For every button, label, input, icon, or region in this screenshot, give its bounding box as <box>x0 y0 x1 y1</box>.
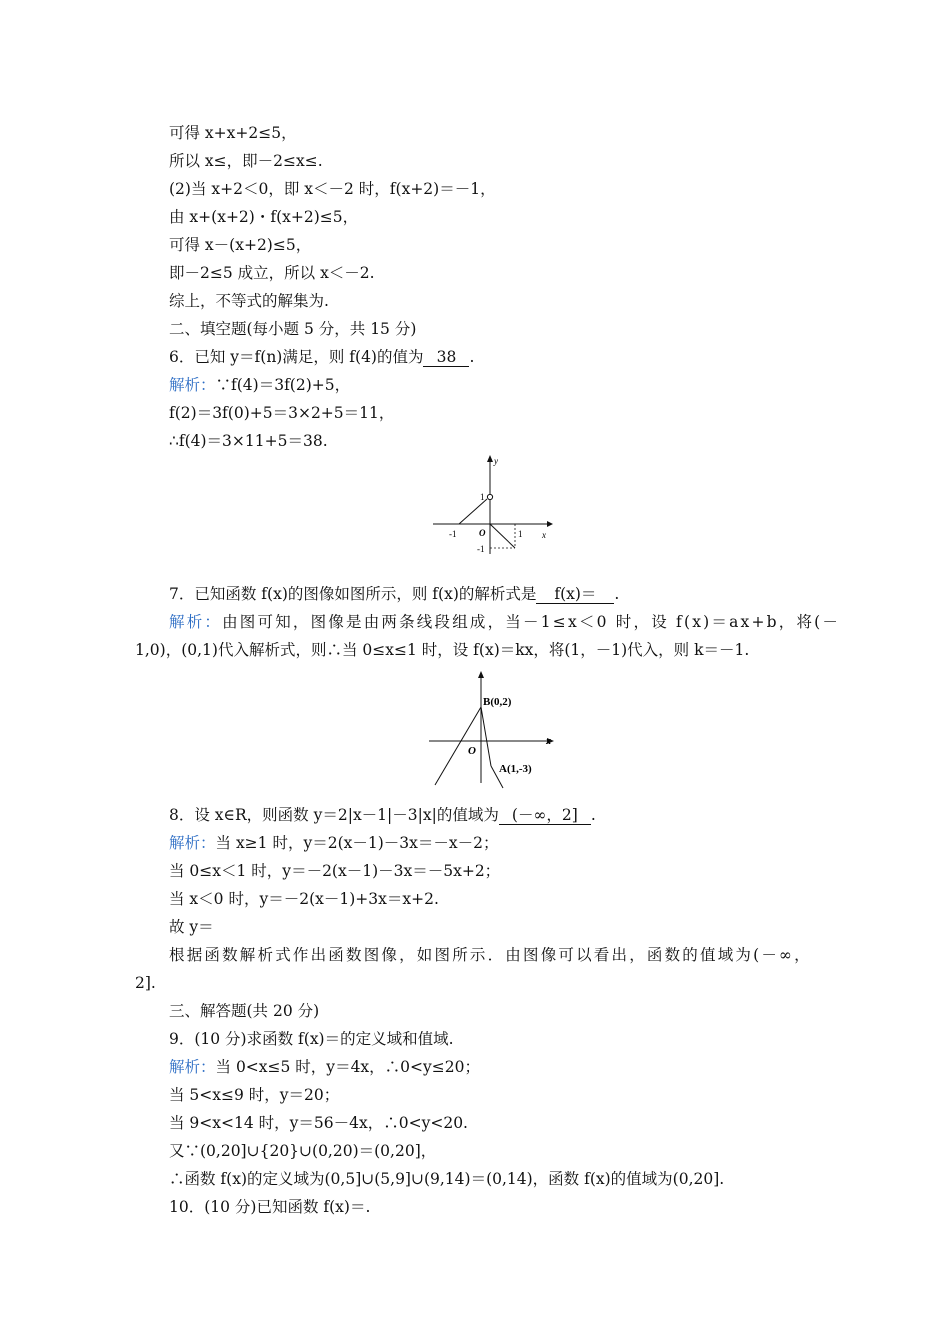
fig1-y-label: y <box>494 456 498 466</box>
q8-sol-line-4: 故 y＝ <box>169 918 214 936</box>
fig1-tick-x1: 1 <box>518 529 523 539</box>
fig1-tick-ym1: -1 <box>477 544 485 554</box>
q6-analysis-label: 解析： <box>169 376 216 394</box>
q7-answer-blank: f(x)＝ <box>536 585 614 604</box>
q6-stem-line <box>169 347 474 367</box>
q7-end: . <box>614 585 620 603</box>
q8-analysis-label: 解析： <box>169 834 216 852</box>
q7-stem: 7．已知函数 f(x)的图像如图所示，则 f(x)的解析式是 <box>169 585 537 603</box>
q6-sol-1: ∵f(4)＝3f(2)+5， <box>215 376 351 394</box>
y-axis-arrow <box>478 671 484 678</box>
q9-sol-1: 当 0<x≤5 时，y＝4x，∴0<y≤20； <box>215 1058 480 1076</box>
q9-sol-line-5: ∴函数 f(x)的定义域为(0,5]∪(5,9]∪(9,14)＝(0,14)，函数 f(x)的值域为(0,20]. <box>169 1170 725 1188</box>
q6-end: . <box>469 348 475 366</box>
q8-sol-line-6: 2]. <box>135 974 156 992</box>
sol5-line-1: 可得 x+x+2≤5， <box>169 124 297 142</box>
q7-analysis-label: 解析： <box>169 613 223 631</box>
q6-sol-line-1 <box>169 375 350 395</box>
sol5-line-5: 可得 x－(x+2)≤5， <box>169 236 312 254</box>
section-heading-fill-in: 二、填空题(每小题 5 分，共 15 分) <box>169 320 417 338</box>
middle-segment <box>481 707 491 766</box>
q7-sol-1: 由图可知，图像是由两条线段组成，当－1≤x＜0 时，设 f(x)＝ax+b，将(－ <box>222 613 841 631</box>
q9-sol-line-4: 又∵(0,20]∪{20}∪(0,20)＝(0,20]， <box>169 1142 437 1160</box>
sol5-line-2: 所以 x≤，即－2≤x≤. <box>169 152 323 170</box>
q7-stem-line <box>169 584 619 604</box>
abs-function-graph-figure <box>425 668 565 790</box>
fig1-x-label: x <box>542 530 546 540</box>
q6-answer-blank: 38 <box>423 348 469 367</box>
q8-end: . <box>590 806 596 824</box>
q8-sol-1: 当 x≥1 时，y＝2(x－1)－3x＝－x－2； <box>215 834 499 852</box>
fig2-origin-label: O <box>468 745 476 757</box>
fig2-point-b-label: B(0,2) <box>483 696 512 708</box>
q7-sol-line-1 <box>169 612 840 632</box>
fig1-tick-xm1: -1 <box>449 529 457 539</box>
q8-stem: 8．设 x∈R，则函数 y＝2|x－1|－3|x|的值域为 <box>169 806 499 824</box>
q7-sol-line-2: 1,0)，(0,1)代入解析式，则∴当 0≤x≤1 时，设 f(x)＝kx，将(1，－1)代入，则 k＝－1. <box>135 641 750 659</box>
sol5-line-6: 即－2≤5 成立，所以 x＜－2. <box>169 264 375 282</box>
q8-sol-line-1 <box>169 833 498 853</box>
sol5-line-4: 由 x+(x+2)・f(x+2)≤5， <box>169 208 359 226</box>
segment-right <box>490 524 515 548</box>
q9-sol-line-1 <box>169 1057 480 1077</box>
open-point <box>487 494 492 499</box>
sol5-line-7: 综上，不等式的解集为. <box>169 292 329 310</box>
q8-sol-line-2: 当 0≤x＜1 时，y＝－2(x－1)－3x＝－5x+2； <box>169 862 501 880</box>
fig1-origin-label: O <box>479 528 486 538</box>
q8-sol-line-5: 根据函数解析式作出函数图像，如图所示．由图像可以看出，函数的值域为(－∞， <box>169 946 812 964</box>
q6-sol-line-2: f(2)＝3f(0)+5＝3×2+5＝11， <box>169 404 395 422</box>
y-axis-arrow <box>487 455 493 462</box>
q9-sol-line-3: 当 9<x<14 时，y＝56－4x，∴0<y<20. <box>169 1114 468 1132</box>
q6-sol-line-3: ∴f(4)＝3×11+5＝38. <box>169 432 328 450</box>
q8-sol-line-3: 当 x＜0 时，y＝－2(x－1)+3x＝x+2. <box>169 890 439 908</box>
x-axis-arrow <box>547 521 553 527</box>
q9-stem: 9．(10 分)求函数 f(x)＝的定义域和值域. <box>169 1030 454 1048</box>
q6-stem: 6．已知 y＝f(n)满足，则 f(4)的值为 <box>169 348 424 366</box>
piecewise-graph-figure <box>425 452 555 557</box>
fig2-x-label: x <box>546 736 551 747</box>
fig1-tick-y1: 1 <box>480 492 485 502</box>
q8-stem-line <box>169 805 596 825</box>
sol5-line-3: (2)当 x+2＜0，即 x＜－2 时，f(x+2)＝－1， <box>169 180 496 198</box>
q10-stem: 10．(10 分)已知函数 f(x)＝. <box>169 1198 371 1216</box>
fig2-point-a-label: A(1,-3) <box>499 763 532 775</box>
segment-left <box>459 499 487 524</box>
q9-sol-line-2: 当 5<x≤9 时，y＝20； <box>169 1086 340 1104</box>
section-heading-answers: 三、解答题(共 20 分) <box>169 1002 320 1020</box>
q8-answer-blank: (－∞，2] <box>499 806 591 825</box>
q9-analysis-label: 解析： <box>169 1058 216 1076</box>
